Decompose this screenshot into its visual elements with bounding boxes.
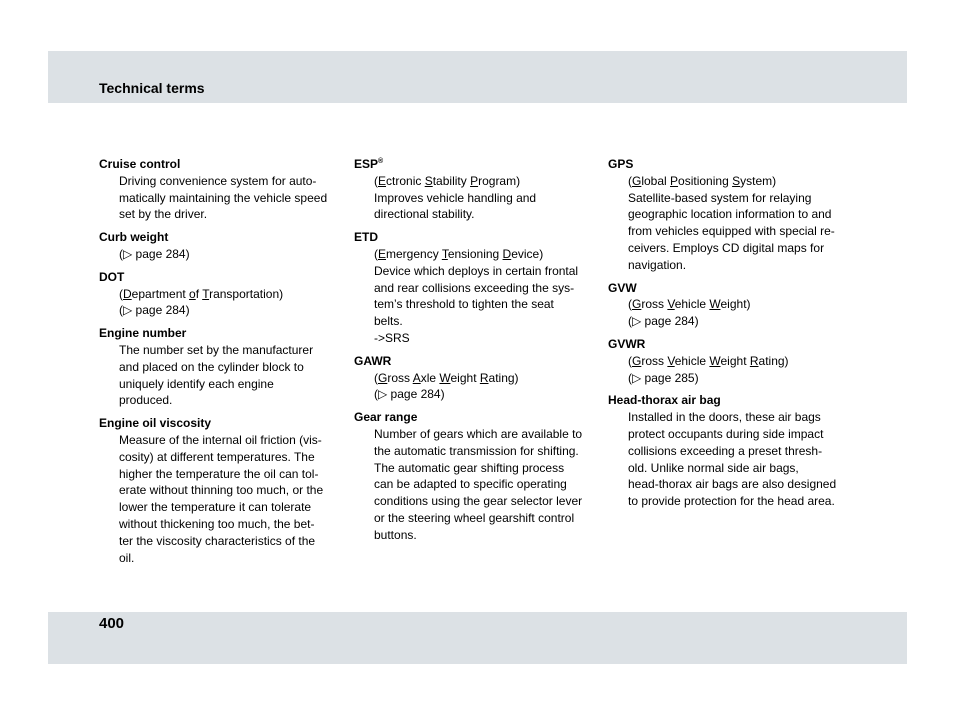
definition-line: old. Unlike normal side air bags, [628,460,799,475]
definition-line: The number set by the manufacturer [119,342,314,357]
acronym-word-rest: mergency [386,246,442,261]
term-cruise-control: Cruise control [99,157,181,171]
acronym-letter: W [709,297,721,312]
page-number: 400 [99,615,125,632]
definition-gvw [628,296,852,330]
acronym-word-rest: ensioning [447,246,503,261]
definition-line: without thickening too much, the bet- [119,516,315,531]
definition-line: geographic location information to and [628,207,832,222]
term-esp [354,156,594,173]
definition-line: ceivers. Employs CD digital maps for [628,240,825,255]
acronym-word-rest: eight [450,370,480,385]
definition-line: Device which deploys in certain frontal [374,263,579,278]
page-reference: (▷ page 284) [628,314,699,329]
term-gear-range: Gear range [354,410,418,425]
term-gawr: GAWR [354,353,392,368]
acronym-letter: W [439,370,451,385]
entry-esp [354,156,594,223]
definition-engine-oil-viscosity [119,432,341,566]
definition-curb-weight [119,246,341,263]
definition-head-thorax-air-bag [628,409,852,510]
acronym-word-rest: evice) [511,246,544,261]
acronym-word-rest: xle [420,370,440,385]
acronym-expansion: (Gross Vehicle Weight) [628,297,751,312]
term-gvwr: GVWR [608,336,646,351]
acronym-word-rest: f [195,286,203,301]
page-reference: (▷ page 284) [119,246,190,261]
acronym-letter: D [123,286,132,301]
term-gps: GPS [608,157,634,171]
acronym-expansion: (Global Positioning System) [628,173,777,188]
definition-line: the automatic transmission for shifting. [374,443,579,458]
acronym-word-rest: ross [641,353,668,368]
definition-line: Satellite-based system for relaying [628,190,812,205]
definition-line: uniquely identify each engine [119,376,274,391]
definition-gear-range [374,426,594,544]
acronym-letter: G [378,370,388,385]
definition-gvwr [628,353,852,387]
entry-cruise-control [99,156,341,223]
definition-line: oil. [119,550,135,565]
definition-line: protect occupants during side impact [628,426,824,441]
acronym-letter: V [667,353,675,368]
definition-line: tem’s threshold to tighten the seat [374,297,554,312]
definition-line: cosity) at different temperatures. The [119,449,315,464]
entry-gear-range [354,409,594,543]
definition-line: lower the temperature it can tolerate [119,500,312,515]
definition-line: directional stability. [374,207,475,222]
term-head-thorax-air-bag: Head-thorax air bag [608,393,721,408]
term-dot: DOT [99,269,125,284]
acronym-letter: R [749,353,759,368]
acronym-word-rest: tability [432,173,471,188]
acronym-word-rest: ositioning [678,173,733,188]
acronym-word-rest: ating) [488,370,519,385]
acronym-letter: R [479,370,489,385]
definition-dot [119,286,341,320]
acronym-letter: V [667,297,675,312]
term-engine-oil-viscosity: Engine oil viscosity [99,416,212,431]
acronym-word-rest: ehicle [674,297,710,312]
acronym-expansion: (Gross Axle Weight Rating) [374,370,519,385]
definition-line: or the steering wheel gearshift control [374,510,575,525]
definition-line: produced. [119,393,173,408]
acronym-word-rest: ransportation) [209,286,284,301]
acronym-letter: S [732,173,741,188]
definition-line: Improves vehicle handling and [374,190,537,205]
acronym-expansion: (Department of Transportation) [119,286,284,301]
acronym-letter: S [424,173,433,188]
acronym-word-rest: rogram) [478,173,521,188]
acronym-letter: E [378,173,387,188]
acronym-letter: G [632,297,642,312]
definition-gawr [374,370,594,404]
cross-reference: ->SRS [374,330,410,345]
page-reference: (▷ page 284) [374,387,445,402]
definition-line: Driving convenience system for auto- [119,173,317,188]
acronym-word-rest: ross [387,370,413,385]
section-title: Technical terms [99,80,205,96]
glossary-column-2 [354,156,594,550]
definition-esp [374,173,594,223]
entry-etd [354,229,594,347]
acronym-word-rest: lobal [641,173,671,188]
definition-line: can be adapted to specific operating [374,477,567,492]
definition-line: set by the driver. [119,207,208,222]
acronym-word-rest: ehicle [674,353,710,368]
term-etd: ETD [354,230,378,245]
acronym-expansion: (Emergency Tensioning Device) [374,246,544,261]
glossary-column-3 [608,156,852,516]
definition-gps [628,173,852,274]
acronym-letter: W [709,353,721,368]
registered-mark: ® [378,158,384,165]
definition-line: belts. [374,314,403,329]
definition-cruise-control [119,173,341,223]
definition-line: head-thorax air bags are also designed [628,477,837,492]
definition-line: Number of gears which are available to [374,426,583,441]
acronym-word-rest: ross [641,297,668,312]
acronym-letter: E [378,246,387,261]
acronym-word-rest: ystem) [740,173,777,188]
definition-line: navigation. [628,257,687,272]
entry-head-thorax-air-bag [608,392,852,510]
entry-gvwr [608,336,852,386]
term-engine-number: Engine number [99,326,187,341]
definition-line: conditions using the gear selector lever [374,494,583,509]
definition-line: erate without thinning too much, or the [119,483,324,498]
definition-line: and placed on the cylinder block to [119,359,304,374]
entry-gawr [354,353,594,403]
page-reference: (▷ page 284) [119,303,190,318]
acronym-letter: o [189,286,196,301]
entry-engine-oil-viscosity [99,415,341,566]
definition-line: collisions exceeding a preset thresh- [628,443,823,458]
acronym-letter: P [670,173,679,188]
entry-curb-weight [99,229,341,263]
acronym-word-rest: epartment [131,286,190,301]
acronym-letter: T [441,246,448,261]
entry-gps [608,156,852,274]
entry-engine-number [99,325,341,409]
acronym-letter: G [632,353,642,368]
term-curb-weight: Curb weight [99,230,169,245]
acronym-word-rest: eight [720,353,750,368]
acronym-letter: D [502,246,512,261]
acronym-letter: T [202,286,210,301]
entry-gvw [608,280,852,330]
acronym-letter: G [632,173,642,188]
definition-line: Measure of the internal oil friction (vis- [119,432,322,447]
definition-line: The automatic gear shifting process [374,460,565,475]
definition-engine-number [119,342,341,409]
acronym-word-rest: eight) [720,297,751,312]
acronym-expansion: (Gross Vehicle Weight Rating) [628,353,789,368]
definition-line: from vehicles equipped with special re- [628,224,835,239]
definition-line: Installed in the doors, these air bags [628,410,821,425]
glossary-column-1 [99,156,341,572]
entry-dot [99,269,341,319]
term-esp-text: ESP [354,157,379,171]
definition-line: matically maintaining the vehicle speed [119,190,328,205]
definition-line: buttons. [374,527,417,542]
definition-line: and rear collisions exceeding the sys- [374,280,575,295]
term-gvw: GVW [608,280,637,295]
page-reference: (▷ page 285) [628,370,699,385]
acronym-expansion: (Ectronic Stability Program) [374,173,521,188]
acronym-word-rest: ating) [758,353,789,368]
acronym-letter: A [412,370,421,385]
definition-etd [374,246,594,347]
definition-line: ter the viscosity characteristics of the [119,533,316,548]
definition-line: higher the temperature the oil can tol- [119,466,319,481]
acronym-word-rest: ctronic [386,173,425,188]
definition-line: to provide protection for the head area. [628,494,835,509]
footer-band [48,612,907,664]
acronym-letter: P [470,173,479,188]
